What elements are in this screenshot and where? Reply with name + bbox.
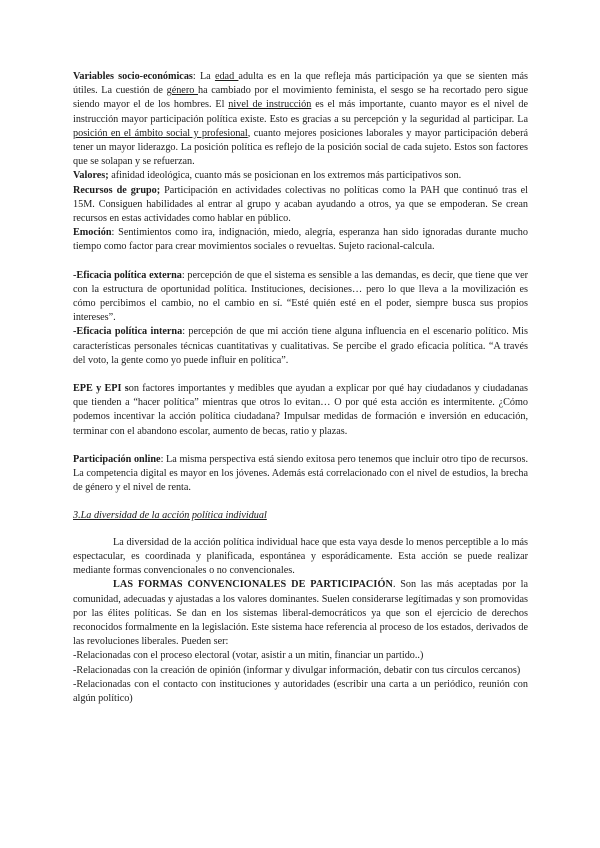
- text: Participación en actividades colectivas no políticas como la PAH que continuó tras el 15M. Consiguen habilidades al entrar al grupo y acaban ayudando a otros, ya que se empoderan. Se crean recursos en estas actividades como hablar en público.: [73, 184, 528, 225]
- spacer: [73, 368, 528, 382]
- paragraph-valores: [73, 169, 528, 183]
- list-item: -Relacionadas con el proceso electoral (votar, asistir a un mitin, financiar un partido..): [73, 650, 424, 662]
- underlined-term-instruccion: nivel de instrucción: [228, 99, 312, 111]
- paragraph-formas-convencionales: [73, 578, 528, 649]
- section-title: 3.La diversidad de la acción política individual: [73, 510, 267, 522]
- underlined-term-edad: edad: [214, 71, 239, 82]
- text: : La: [192, 71, 215, 82]
- term-eficacia-externa: -Eficacia política externa: [73, 269, 182, 281]
- paragraph-emocion: [73, 226, 528, 254]
- text: . Son las más aceptadas por la comunidad, adecuadas y ajustadas a los valores dominantes. Suelen considerarse legítimadas y son promovidas por las élites políticas. Se dan en los sistemas liberal-democráticos ya que son el ejercicio de derechos reconocidos formalmente en la legislación. Este sistema hace referencia al proceso de los estados, derivados de las revoluciones liberales. Pueden ser:: [73, 579, 528, 648]
- text: es el más importante, cuanto mayor es el nivel de instrucción mayor participación política existe. Esto es gracias a su percepción y la seguridad al participar. La: [73, 99, 528, 125]
- underlined-term-genero: género: [166, 85, 198, 97]
- term-socioeconomic: Variables socio-económicas: [73, 71, 193, 82]
- text: : percepción de que mi acción tiene alguna influencia en el escenario político. Mis características personales técnicas cuantitativas y cualitativas. Se percibe el grado eficacia política. “A través del voto, la gente como yo puede influir en política”.: [73, 326, 528, 366]
- term-recursos: Recursos de grupo;: [73, 184, 161, 196]
- paragraph-diversidad: La diversidad de la acción política individual hace que esta vaya desde lo menos perceptible a lo más espectacular, es coordinada y planificada, espontánea y esporádicamente. Esta acción se puede realizar mediante formas convencionales o no convencionales.: [73, 536, 528, 577]
- text: afinidad ideológica, cuanto más se posicionan en los extremos más participativos son.: [108, 170, 462, 182]
- spacer: [73, 524, 528, 536]
- text: : percepción de que el sistema es sensible a las demandas, es decir, que tiene que ver con la estructura de oportunidad política. Instituciones, decisiones… pero lo que lleva a la movilización es cómo percibimos el cambio, no el cambio en sí. “Esté quién esté en el poder, siempre busca sus propios intereses”.: [73, 269, 528, 324]
- text: ha cambiado por el movimiento feminista, el sesgo se ha recortado pero sigue siendo mayor el de los hombres. El: [73, 85, 528, 111]
- term-epe-epi: EPE y EPI s: [73, 383, 129, 395]
- paragraph-epe-epi: [73, 382, 528, 439]
- heading-formas-convencionales: LAS FORMAS CONVENCIONALES DE PARTICIPACIÓN: [113, 579, 393, 591]
- term-online: Participación online: [73, 453, 161, 465]
- paragraph-eficacia-interna: [73, 325, 528, 368]
- list-item: -Relacionadas con el contacto con instituciones y autoridades (escribir una carta a un periódico, reunión con algún político): [73, 678, 528, 704]
- paragraph-online: [73, 453, 528, 496]
- text: , cuanto mejores posiciones laborales y mayor participación deberá tener un mayor liderazgo. La posición política es reflejo de la posición social de cada sujeto. Estos son factores que se solapan y se refuerzan.: [73, 127, 528, 168]
- text: on factores importantes y medibles que ayudan a explicar por qué hay ciudadanos y ciudadanas que tienden a “hacer política” mientras que otros lo evitan… O por qué esta acción es intermitente. ¿Cómo podemos incentivar la acción política ciudadana? Impulsar medidas de formación e inversión en educación, terminar con el abandono escolar, aumento de becas, ratio y plazas.: [73, 383, 529, 437]
- term-emocion: Emoción: [73, 227, 112, 239]
- text: : Sentimientos como ira, indignación, miedo, alegría, esperanza han sido ignoradas durante mucho tiempo como factor para crear movimientos sociales o revueltas. Sujeto racional-calcula.: [73, 227, 528, 253]
- spacer: [73, 255, 528, 269]
- paragraph-eficacia-externa: [73, 269, 528, 326]
- text: adulta es en la que refleja más participación ya que se sienten más útiles. La cuestión de: [73, 71, 529, 97]
- term-valores: Valores;: [73, 170, 109, 182]
- underlined-term-posicion: posición en el ámbito social y profesional: [73, 127, 248, 139]
- paragraph-recursos: [73, 184, 528, 227]
- paragraph-socioeconomic: [73, 70, 528, 169]
- spacer: [73, 439, 528, 453]
- text: : La misma perspectiva está siendo exitosa pero tenemos que incluir otro tipo de recursos. La competencia digital es mayor en los jóvenes. Además está correlacionado con el nivel de estudios, la brecha de género y el nivel de renta.: [73, 453, 528, 494]
- term-eficacia-interna: -Eficacia política interna: [73, 326, 183, 338]
- spacer: [73, 495, 528, 509]
- document-page: [73, 70, 528, 706]
- list-item: -Relacionadas con la creación de opinión (informar y divulgar información, debatir con tus círculos cercanos): [73, 664, 521, 676]
